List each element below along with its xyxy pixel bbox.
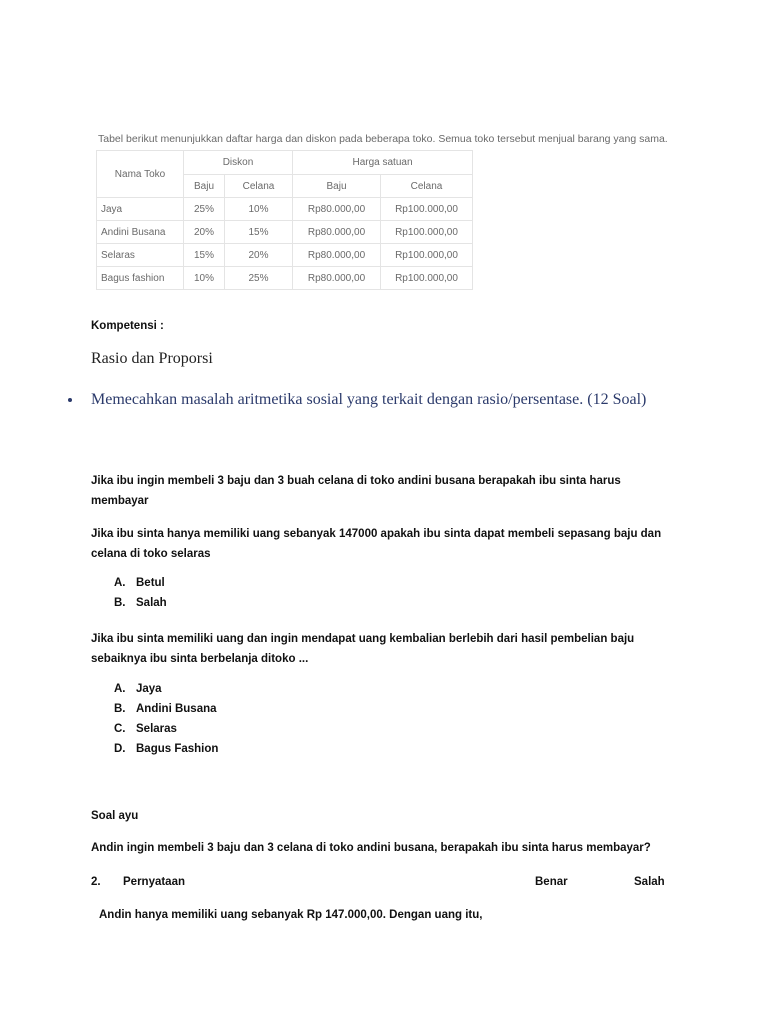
table-row [97,244,473,267]
option-text: Jaya [136,683,162,695]
statement-number: 2. [91,876,101,888]
option-item [114,703,217,715]
option-text: Selaras [136,723,177,735]
store-name: Andini Busana [97,221,184,244]
question-1: Jika ibu ingin membeli 3 baju dan 3 buah celana di toko andini busana berapakah ibu sinta harus membayar [91,475,621,507]
option-letter: A. [114,577,126,589]
price-celana: Rp100.000,00 [381,221,473,244]
discount-baju: 20% [184,221,225,244]
price-baju: Rp80.000,00 [293,198,381,221]
discount-celana: 25% [225,267,293,290]
subheader-price-celana: Celana [381,175,473,198]
question-3: Jika ibu sinta memiliki uang dan ingin mendapat uang kembalian berlebih dari hasil pembelian baju sebaiknya ibu sinta berbelanja ditoko ... [91,633,635,665]
table-row [97,221,473,244]
store-name: Jaya [97,198,184,221]
bullet-icon [68,398,72,402]
subheader-discount-baju: Baju [184,175,225,198]
price-celana: Rp100.000,00 [381,244,473,267]
kompetensi-label: Kompetensi : [91,320,164,332]
discount-celana: 15% [225,221,293,244]
header-price: Harga satuan [293,151,473,175]
option-letter: A. [114,683,126,695]
option-text: Bagus Fashion [136,743,219,755]
competency-bullet: Memecahkan masalah aritmetika sosial yang terkait dengan rasio/persentase. (12 Soal) [91,391,647,408]
price-celana: Rp100.000,00 [381,198,473,221]
discount-baju: 15% [184,244,225,267]
table-row [97,198,473,221]
true-column-header: Benar [535,876,568,888]
option-text: Betul [136,577,165,589]
header-store: Nama Toko [97,151,184,198]
option-letter: D. [114,743,126,755]
option-item [114,723,177,735]
question-2: Jika ibu sinta hanya memiliki uang sebanyak 147000 apakah ibu sinta dapat membeli sepasang baju dan celana di toko selaras [91,528,662,560]
subheader-discount-celana: Celana [225,175,293,198]
option-letter: B. [114,703,126,715]
table-intro: Tabel berikut menunjukkan daftar harga dan diskon pada beberapa toko. Semua toko tersebut menjual barang yang sama. [98,133,668,145]
section-soal-ayu: Soal ayu [91,810,139,822]
option-letter: B. [114,597,126,609]
table-row [97,267,473,290]
discount-baju: 10% [184,267,225,290]
discount-celana: 10% [225,198,293,221]
option-item [114,683,162,695]
price-baju: Rp80.000,00 [293,267,381,290]
option-text: Andini Busana [136,703,217,715]
option-item [114,577,165,589]
store-name: Selaras [97,244,184,267]
section-heading: Rasio dan Proporsi [91,350,213,367]
price-celana: Rp100.000,00 [381,267,473,290]
price-baju: Rp80.000,00 [293,244,381,267]
statement-column-header: Pernyataan [123,876,186,888]
price-baju: Rp80.000,00 [293,221,381,244]
header-discount: Diskon [184,151,293,175]
option-text: Salah [136,597,167,609]
statement-row-text: Andin hanya memiliki uang sebanyak Rp 147.000,00. Dengan uang itu, [99,909,483,921]
option-item [114,743,218,755]
option-letter: C. [114,723,126,735]
subheader-price-baju: Baju [293,175,381,198]
store-name: Bagus fashion [97,267,184,290]
option-item [114,597,167,609]
price-discount-table [96,150,473,290]
discount-baju: 25% [184,198,225,221]
false-column-header: Salah [634,876,665,888]
question-4: Andin ingin membeli 3 baju dan 3 celana di toko andini busana, berapakah ibu sinta harus membayar? [91,842,651,854]
discount-celana: 20% [225,244,293,267]
